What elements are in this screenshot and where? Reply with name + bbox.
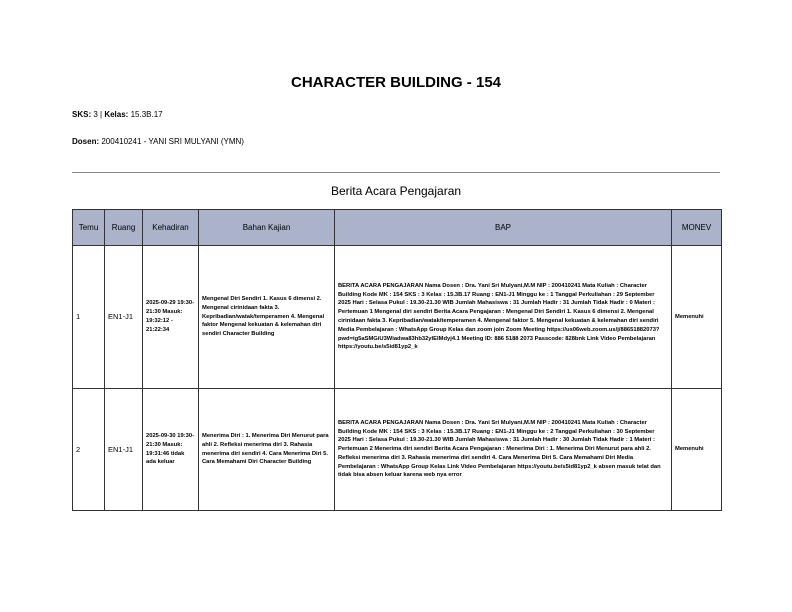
lecturer-info-line (72, 137, 244, 146)
dosen-value: 200410241 - YANI SRI MULYANI (YMN) (99, 137, 244, 146)
cell-ruang: EN1-J1 (105, 389, 143, 511)
cell-bahan-kajian: Mengenal Diri Sendiri 1. Kasus 6 dimensi 2. Mengenal cirinidaan fakta 3. Kepribadian/watak/temperamen 4. Mengenal faktor Mengenal kekuatan & kelemahan diri sendiri Character Building (199, 246, 335, 389)
page-title: CHARACTER BUILDING - 154 (290, 74, 501, 91)
table-header-row (73, 210, 722, 246)
sks-value: 3 | (91, 110, 105, 119)
cell-temu: 2 (73, 389, 105, 511)
column-header-kehadiran: Kehadiran (143, 210, 199, 246)
table-row (73, 246, 722, 389)
cell-bap: BERITA ACARA PENGAJARAN Nama Dosen : Dra. Yani Sri Mulyani,M.M NIP : 200410241 Mata Kuliah : Character Building Kode MK : 154 SKS : 3 Kelas : 15.3B.17 Ruang : EN1-J1 Minggu ke : 1 Tanggal Perkuliahan : 29 September 2025 Hari : Selasa Pukul : 19.30-21.30 WIB Jumlah Mahasiswa : 31 Jumlah Hadir : 31 Jumlah Tidak Hadir : 0 Materi : Pertemuan 1 Mengenal diri sendiri Berita Acara Pengajaran : Mengenal Diri Sendiri 1. Kasus 6 dimensi 2. Mengenal cirinidaan fakta 3. Kepribadian/watak/temperamen 4. Mengenal faktor 5. Mengenal kekuatan & kelemahan diri sendiri Media Pembelajaran : WhatsApp Group Kelas dan zoom join Zoom Meeting https://us06web.zoom.us/j/88651882073?pwd=ig5aSMGiU3Wiadwa83hb32yIEIMdyj4.1 Meeting ID: 886 5188 2073 Passcode: 828bnk Link Video Pembelajaran https://youtu.be/s5id81yp2_k (335, 246, 672, 389)
column-header-bahan-kajian: Bahan Kajian (199, 210, 335, 246)
divider (72, 172, 720, 173)
column-header-ruang: Ruang (105, 210, 143, 246)
cell-bap: BERITA ACARA PENGAJARAN Nama Dosen : Dra. Yani Sri Mulyani,M.M NIP : 200410241 Mata Kuliah : Character Building Kode MK : 154 SKS : 3 Kelas : 15.3B.17 Ruang : EN1-J1 Minggu ke : 2 Tanggal Perkuliahan : 30 September 2025 Hari : Selasa Pukul : 19.30-21.30 WIB Jumlah Mahasiswa : 31 Jumlah Hadir : 30 Jumlah Tidak Hadir : 1 Materi : Pertemuan 2 Menerima diri sendiri Berita Acara Pengajaran : Menerima Diri : 1. Menerima Diri Menurut para ahli 2. Refleksi menerima diri 3. Rahasia menerima diri sendiri 4. Cara Menerima Diri 5. Cara Memahami Diri Media Pembelajaran : WhatsApp Group Kelas Link Video Pembelajaran https://youtu.be/s5id81yp2_k absen masuk telat dan tidak bisa absen keluar karena web nya error (335, 389, 672, 511)
bap-table (72, 209, 722, 511)
table-row (73, 389, 722, 511)
cell-kehadiran: 2025-09-29 19:30-21:30 Masuk: 19:32:12 - 21:22:34 (143, 246, 199, 389)
column-header-bap: BAP (335, 210, 672, 246)
cell-monev: Memenuhi (672, 389, 722, 511)
kelas-label: Kelas: (104, 110, 129, 119)
course-info-line (72, 110, 163, 119)
cell-bahan-kajian: Menerima Diri : 1. Menerima Diri Menurut para ahli 2. Refleksi menerima diri 3. Rahasia menerima diri sendiri 4. Cara Menerima Diri 5. Cara Memahami Diri Character Building (199, 389, 335, 511)
cell-monev: Memenuhi (672, 246, 722, 389)
dosen-label: Dosen: (72, 137, 100, 146)
cell-ruang: EN1-J1 (105, 246, 143, 389)
cell-kehadiran: 2025-09-30 19:30-21:30 Masuk: 19:31:46 tidak ada keluar (143, 389, 199, 511)
kelas-value: 15.3B.17 (128, 110, 163, 119)
section-title: Berita Acara Pengajaran (330, 184, 462, 198)
column-header-temu: Temu (73, 210, 105, 246)
cell-temu: 1 (73, 246, 105, 389)
sks-label: SKS: (72, 110, 92, 119)
column-header-monev: MONEV (672, 210, 722, 246)
